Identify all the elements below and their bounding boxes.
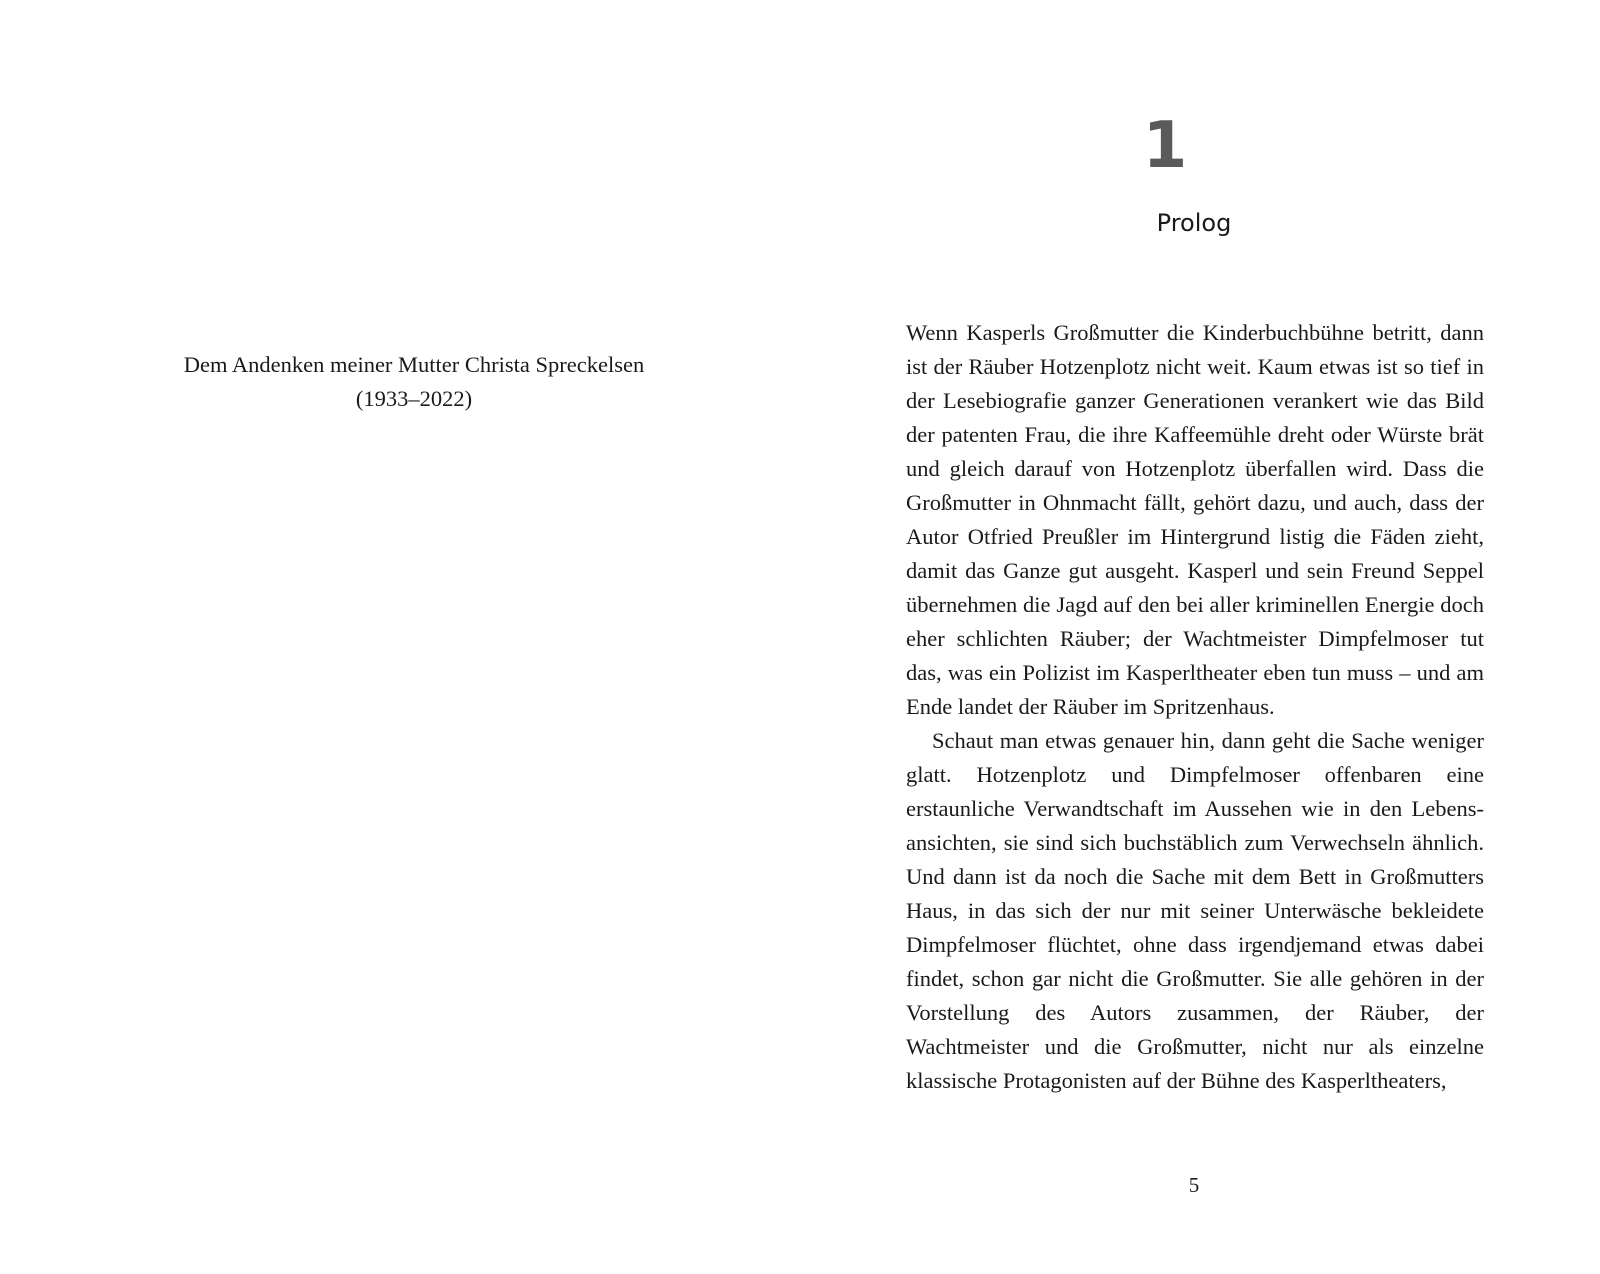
chapter-title: Prolog <box>1156 209 1232 237</box>
dedication-text: Dem Andenken meiner Mutter Christa Spreckelsen <box>183 352 645 377</box>
chapter-body <box>906 316 1484 1098</box>
dedication <box>0 348 828 416</box>
page-number: 5 <box>1188 1173 1200 1197</box>
dedication-dates: (1933–2022) <box>355 385 473 411</box>
chapter-number: 1 <box>1142 109 1188 183</box>
body-paragraph: Wenn Kasperls Großmutter die Kinderbuchbühne betritt, dann ist der Räuber Hotzenplotz nicht weit. Kaum etwas ist so tief in der Lesebiografie ganzer Generationen verankert wie das Bild der patenten Frau, die ihre Kaffeemühle dreht oder Würste brät und gleich darauf von Hotzenplotz überfallen wird. Dass die Großmutter in Ohnmacht fällt, gehört dazu, und auch, dass der Autor Otfried Preußler im Hintergrund listig die Fäden zieht, damit das Ganze gut ausgeht. Kasperl und sein Freund Seppel übernehmen die Jagd auf den bei aller kriminellen Energie doch eher schlichten Räuber; der Wachtmeister Dimpfelmoser tut das, was ein Polizist im Kasperltheater eben tun muss – und am Ende landet der Räuber im Spritzenhaus. <box>906 320 1484 719</box>
body-paragraph: Schaut man etwas genauer hin, dann geht die Sache weniger glatt. Hotzenplotz und Dimpfelmoser offenbaren eine erstaunliche Verwandtschaft im Aussehen wie in den Lebensansichten, sie sind sich buchstäblich zum Verwechseln ähnlich. Und dann ist da noch die Sache mit dem Bett in Großmutters Haus, in das sich der nur mit seiner Unterwäsche bekleidete Dimpfelmoser flüchtet, ohne dass irgendjemand etwas dabei findet, schon gar nicht die Großmutter. Sie alle gehören in der Vorstellung des Autors zusammen, der Räuber, der Wachtmeister und die Großmutter, nicht nur als einzelne klassische Protagonisten auf der Bühne des Kasperltheaters, <box>906 728 1484 1093</box>
